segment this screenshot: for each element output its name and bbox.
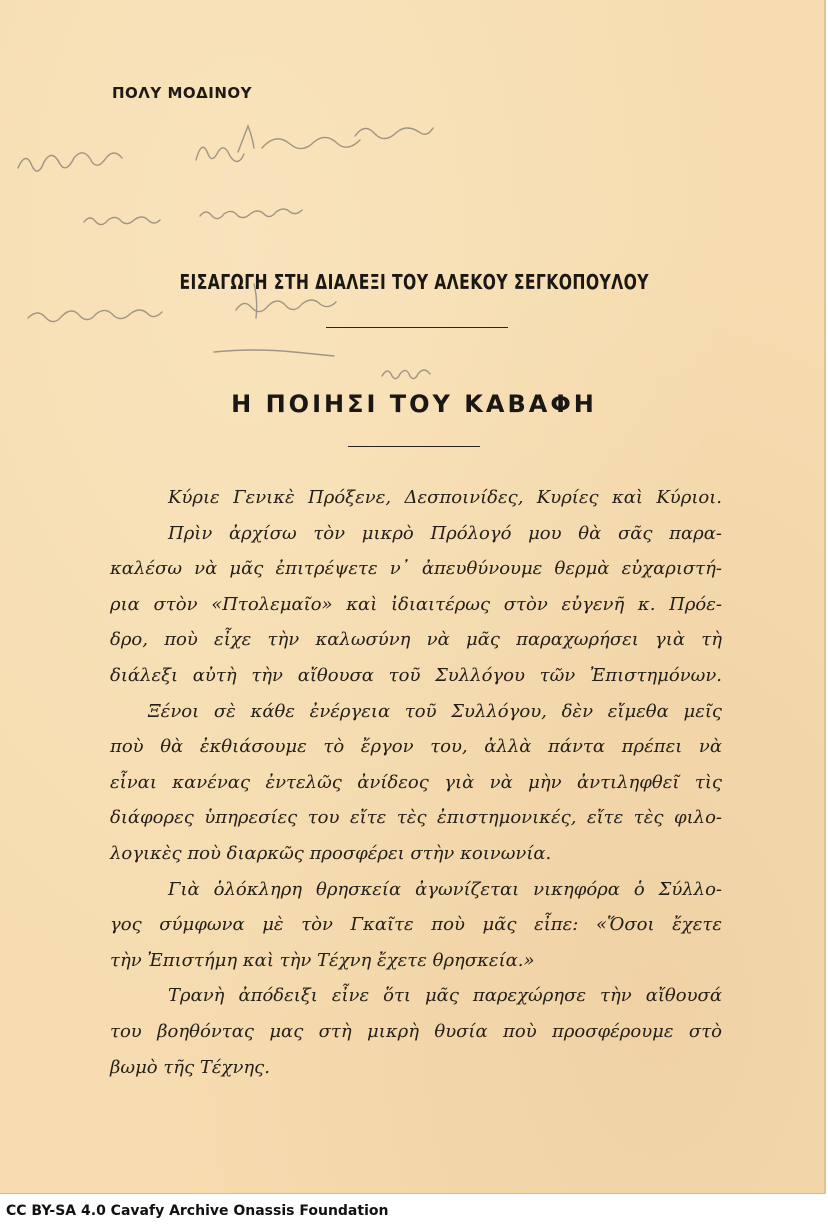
title-divider — [326, 327, 508, 328]
pencil-handwriting — [0, 0, 828, 420]
text-line: δρο, ποὺ εἶχε τὴν καλωσύνη νὰ μᾶς παραχωρήσει γιὰ τὴ — [110, 629, 722, 651]
text-line: εἶναι κανένας ἐντελῶς ἀνίδεος γιὰ νὰ μὴν ἀντιληφθεῖ τὶς — [110, 771, 722, 793]
text-line: γος σύμφωνα μὲ τὸν Γκαῖτε ποὺ μᾶς εἶπε: «Ὅσοι ἔχετε — [110, 914, 722, 936]
handwriting-stroke — [18, 153, 122, 171]
text-line: λογικὲς ποὺ διαρκῶς προσφέρει στὴν κοινωνία. — [110, 842, 552, 864]
text-line: Πρὶν ἀρχίσω τὸν μικρὸ Πρόλογό μου θὰ σᾶς παρα- — [168, 522, 722, 544]
handwriting-stroke — [28, 310, 162, 322]
text-line: Κύριε Γενικὲ Πρόξενε, Δεσποινίδες, Κυρίες καὶ Κύριοι. — [168, 487, 722, 508]
handwriting-stroke — [214, 350, 334, 356]
handwriting-stroke — [238, 126, 254, 152]
author-name: ΠΟΛΥ ΜΟΔΙΝΟΥ — [112, 84, 253, 102]
handwriting-stroke — [262, 137, 360, 148]
license-credit: CC BY-SA 4.0 Cavafy Archive Onassis Foundation — [6, 1203, 389, 1219]
handwriting-stroke — [355, 128, 433, 139]
handwriting-stroke — [84, 217, 160, 225]
text-line: Τρανὴ ἀπόδειξι εἶνε ὅτι μᾶς παρεχώρησε τὴν αἴθουσά — [168, 985, 722, 1007]
text-line: διάφορες ὑπηρεσίες του εἴτε τὲς ἐπιστημονικές, εἴτε τὲς φιλο- — [110, 807, 722, 829]
text-line: Ξένοι σὲ κάθε ἐνέργεια τοῦ Συλλόγου, δὲν εἴμεθα μεῖς — [148, 700, 722, 722]
text-line: διάλεξι αὐτὴ τὴν αἴθουσα τοῦ Συλλόγου τῶν Ἐπιστημόνων. — [110, 664, 722, 686]
handwriting-stroke — [196, 147, 244, 161]
text-line: Γιὰ ὁλόκληρη θρησκεία ἀγωνίζεται νικηφόρα ὁ Σύλλο- — [168, 878, 722, 900]
handwriting-stroke — [382, 370, 430, 379]
text-line: βωμὸ τῆς Τέχνης. — [110, 1056, 270, 1078]
text-line: του βοηθόντας μας στὴ μικρὴ θυσία ποὺ προσφέρουμε στὸ — [110, 1020, 722, 1042]
text-line: ποὺ θὰ ἐκθιάσουμε τὸ ἔργον του, ἀλλὰ πάντα πρέπει νὰ — [110, 736, 722, 758]
text-line: καλέσω νὰ μᾶς ἐπιτρέψετε ν᾽ ἀπευθύνουμε θερμὰ εὐχαριστή- — [110, 558, 722, 580]
text-line: τὴν Ἐπιστήμη καὶ τὴν Τέχνη ἔχετε θρησκεία.» — [110, 949, 535, 971]
handwriting-stroke — [236, 300, 336, 312]
subtitle-divider — [348, 446, 480, 447]
lecture-title: ΕΙΣΑΓΩΓΗ ΣΤΗ ΔΙΑΛΕΞΙ ΤΟΥ ΑΛΕΚΟΥ ΣΕΓΚΟΠΟΥΛΟΥ — [179, 270, 649, 294]
handwriting-stroke — [200, 209, 302, 219]
text-line: ρια στὸν «Πτολεμαῖο» καὶ ἰδιαιτέρως στὸν εὐγενῆ κ. Πρόε- — [110, 593, 722, 615]
body-text — [110, 480, 722, 1085]
poem-title: Η ΠΟΙΗΣΙ ΤΟΥ ΚΑΒΑΦΗ — [231, 390, 597, 418]
